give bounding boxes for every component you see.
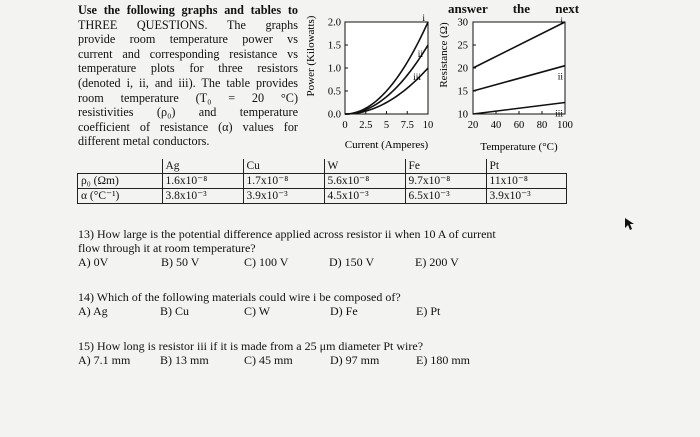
intro-line: current and corresponding resistance vs	[78, 46, 298, 61]
table-row	[78, 189, 567, 204]
table-header-cell: W	[324, 159, 405, 174]
series-label-i: i	[422, 14, 425, 24]
x-tick-label: 20	[467, 120, 479, 131]
option-e[interactable]: E) 200 V	[415, 255, 459, 269]
table-cell: 1.7x10⁻⁸	[243, 174, 324, 189]
table-header-row	[78, 159, 567, 174]
intro-line: room temperature (T₀ = 20 °C)	[78, 90, 298, 105]
series-label-ii: ii	[557, 72, 563, 83]
plot-frame	[473, 22, 565, 114]
plot-frame	[345, 22, 428, 114]
table-row	[78, 174, 567, 189]
series-label-iii: iii	[555, 109, 563, 120]
option-d[interactable]: D) 97 mm	[330, 353, 380, 367]
intro-line: temperature plots for three resistors	[78, 61, 298, 76]
option-e[interactable]: E) 180 mm	[416, 353, 470, 367]
y-tick-label: 1.5	[327, 40, 341, 52]
option-a[interactable]: A) Ag	[78, 304, 108, 318]
y-tick-label: 10	[457, 109, 468, 121]
table-cell: 11x10⁻⁸	[486, 174, 567, 189]
intro-line: (denoted i, ii, and iii). The table provides	[78, 75, 298, 90]
y-tick-label: 1.0	[327, 63, 341, 75]
x-tick-label: 2.5	[359, 120, 373, 131]
row-label: α (°C⁻¹)	[78, 189, 163, 204]
option-d[interactable]: D) 150 V	[329, 255, 375, 269]
table-header-cell: Fe	[405, 159, 486, 174]
y-axis-label: Resistance (Ω)	[438, 22, 450, 88]
option-a[interactable]: A) 7.1 mm	[78, 353, 131, 367]
table-cell: 3.8x10⁻³	[162, 189, 243, 204]
intro-line: resistivities (ρ₀) and temperature	[78, 105, 298, 120]
option-a[interactable]: A) 0V	[78, 255, 109, 269]
table-header-cell: Ag	[162, 159, 243, 174]
mouse-cursor-icon	[624, 217, 636, 231]
table-cell: 6.5x10⁻³	[405, 189, 486, 204]
x-tick-label: 60	[513, 120, 525, 131]
table-header-cell: Pt	[486, 159, 567, 174]
series-label-i: i	[560, 17, 563, 27]
answer-options	[78, 304, 440, 318]
table-cell: 4.5x10⁻³	[324, 189, 405, 204]
option-b[interactable]: B) 13 mm	[160, 353, 209, 367]
x-tick-label: 100	[557, 120, 573, 131]
y-tick-label: 0.5	[327, 86, 341, 98]
y-tick-label: 0.0	[327, 109, 341, 121]
answer-options	[78, 255, 496, 269]
option-b[interactable]: B) 50 V	[161, 255, 200, 269]
y-tick-label: 25	[457, 40, 468, 52]
question-14	[78, 290, 440, 318]
table-header-cell	[78, 159, 163, 174]
question-text: 15) How long is resistor iii if it is made from a 25 μm diameter Pt wire?	[78, 339, 424, 353]
question-15	[78, 339, 470, 367]
question-text: flow through it at room temperature?	[78, 241, 256, 255]
table-cell: 1.6x10⁻⁸	[162, 174, 243, 189]
intro-line: different metal conductors.	[78, 134, 210, 149]
resistance-vs-temperature-chart	[438, 17, 573, 153]
question-text: 13) How large is the potential difference applied across resistor ii when 10 A of current	[78, 227, 496, 241]
table-cell: 3.9x10⁻³	[486, 189, 567, 204]
option-b[interactable]: B) Cu	[160, 304, 190, 318]
table-cell: 3.9x10⁻³	[243, 189, 324, 204]
y-tick-label: 20	[457, 63, 468, 75]
y-axis-label: Power (Kilowatts)	[305, 15, 317, 97]
intro-line: provide room temperature power vs	[78, 32, 298, 47]
x-tick-label: 80	[536, 120, 548, 131]
option-d[interactable]: D) Fe	[330, 304, 358, 318]
y-tick-label: 30	[457, 17, 468, 29]
intro-line: coefficient of resistance (α) values for	[78, 119, 298, 134]
x-tick-label: 40	[490, 120, 502, 131]
table-cell: 5.6x10⁻⁸	[324, 174, 405, 189]
series-label-iii: iii	[413, 73, 421, 83]
option-c[interactable]: C) 45 mm	[244, 353, 293, 367]
question-13	[78, 227, 496, 269]
series-label-ii: ii	[417, 50, 423, 60]
option-c[interactable]: C) 100 V	[244, 255, 289, 269]
charts-svg	[300, 0, 700, 160]
intro-continuation: answer the next	[448, 1, 580, 16]
table-cell: 9.7x10⁻⁸	[405, 174, 486, 189]
x-tick-label: 0	[342, 120, 348, 131]
x-tick-label: 7.5	[400, 120, 414, 131]
intro-line: Use the following graphs and tables to	[78, 3, 298, 17]
row-label: ρ₀ (Ωm)	[78, 174, 163, 189]
intro-line: THREE QUESTIONS. The graphs	[78, 17, 298, 32]
y-tick-label: 2.0	[327, 17, 341, 29]
x-axis-label: Current (Amperes)	[344, 139, 429, 151]
option-e[interactable]: E) Pt	[416, 304, 441, 318]
x-axis-label: Temperature (°C)	[480, 141, 558, 153]
intro-paragraph	[78, 3, 298, 149]
answer-options	[78, 353, 470, 367]
x-tick-label: 5	[383, 120, 390, 131]
x-tick-label: 10	[422, 120, 434, 131]
table-header-cell: Cu	[243, 159, 324, 174]
option-c[interactable]: C) W	[244, 304, 271, 318]
power-vs-current-chart	[305, 14, 433, 151]
y-tick-label: 15	[457, 86, 468, 98]
materials-table	[77, 159, 567, 204]
question-text: 14) Which of the following materials could wire i be composed of?	[78, 290, 401, 304]
